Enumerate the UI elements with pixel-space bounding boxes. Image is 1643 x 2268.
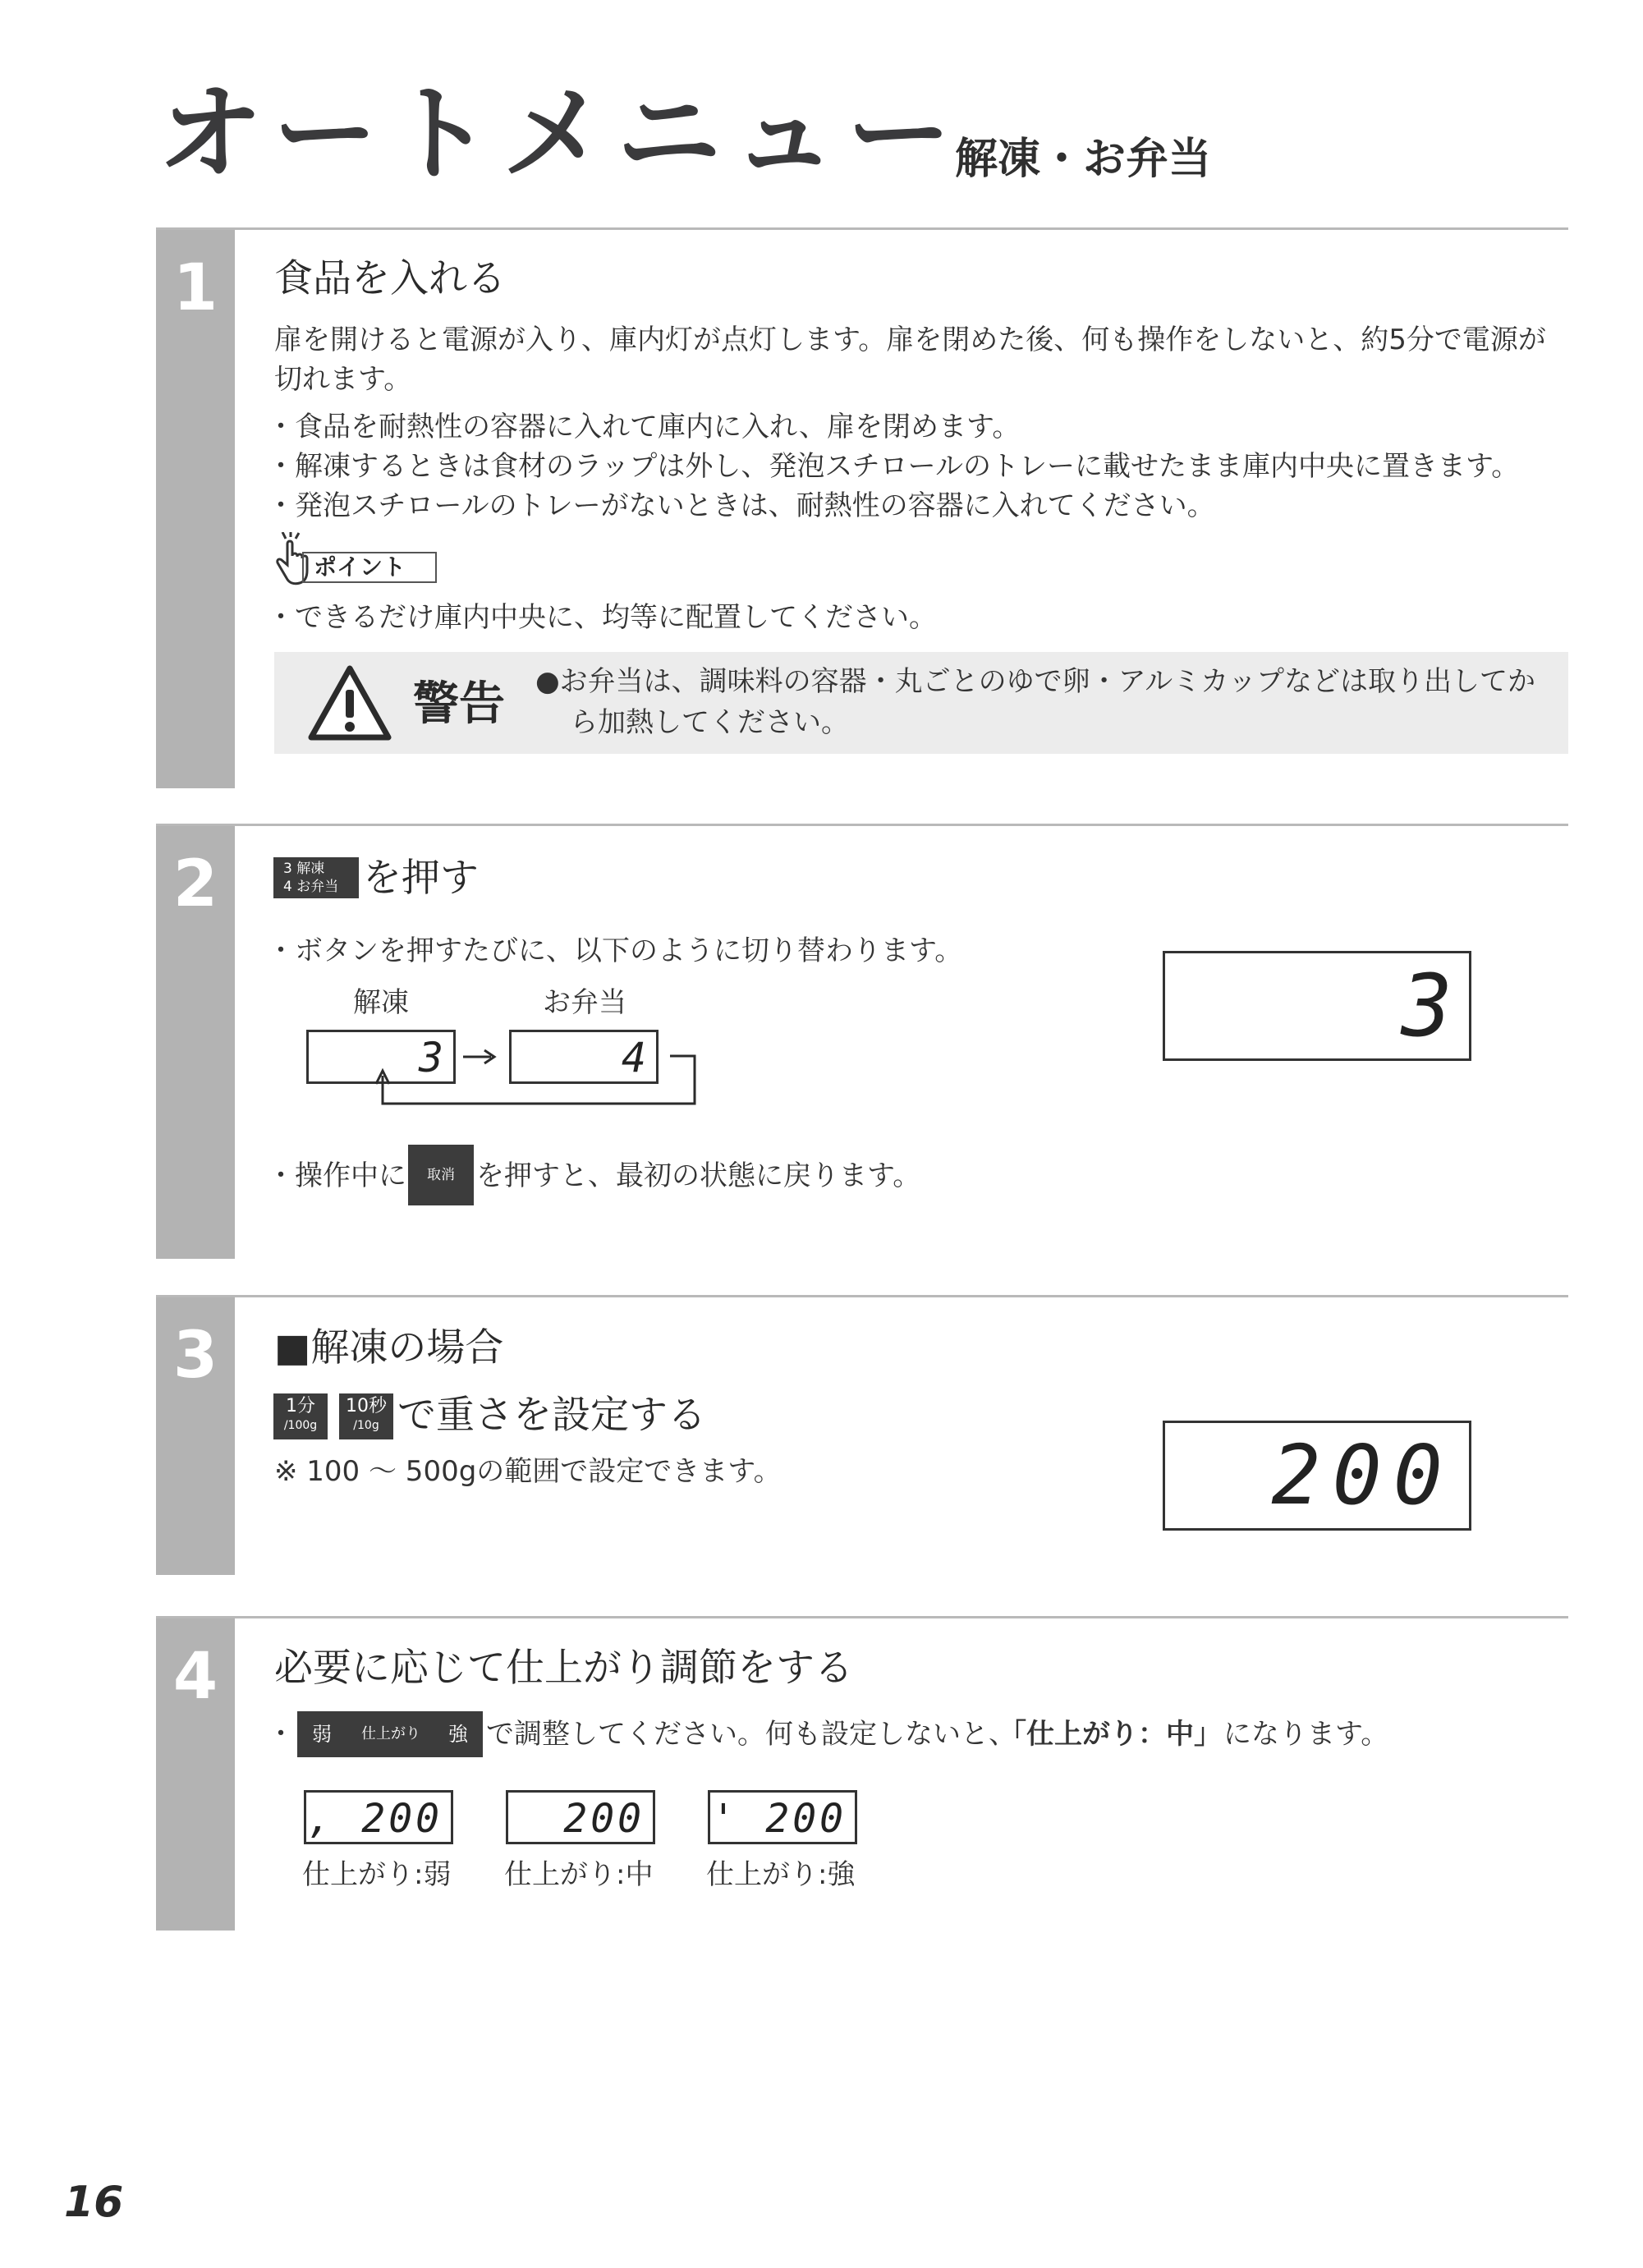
finish-display-medium [506, 1790, 655, 1844]
cycle-value: 3 [418, 1034, 443, 1081]
step-3-heading: ■解凍の場合 [274, 1325, 504, 1370]
finish-display-strong [708, 1790, 857, 1844]
step-2-heading: を押す [363, 856, 479, 901]
display-value: 200 [563, 1796, 645, 1842]
step-1-heading: 食品を入れる [274, 256, 506, 301]
key-bottom-label: /100g [283, 1419, 318, 1432]
cycle-label-bento: お弁当 [543, 986, 626, 1019]
step-1-number: 1 [172, 251, 218, 325]
finish-caption-strong: 仕上がり:強 [706, 1858, 856, 1891]
step-1-divider [156, 227, 1568, 230]
cycle-value: 4 [621, 1034, 646, 1081]
finish-adjust-key [297, 1711, 483, 1757]
step-4-heading: 必要に応じて仕上がり調節をする [274, 1646, 853, 1691]
step-4-number: 4 [172, 1640, 218, 1714]
key-top-label: 1分 [286, 1396, 315, 1416]
step-2-display [1163, 951, 1471, 1061]
display-value: 200 [1271, 1427, 1454, 1523]
warning-text-line1: ●お弁当は、調味料の容器・丸ごとのゆで卵・アルミカップなどは取り出してか [535, 665, 1535, 698]
page-title: オートメニュー [158, 73, 961, 195]
step-1-bullet: ・ 食品を耐熱性の容器に入れて庫内に入れ、扉を閉めます。 [267, 407, 1020, 448]
warning-label: 警告 [413, 677, 505, 731]
cycle-label-defrost: 解凍 [353, 986, 409, 1019]
step-4-bullet-dot: ・ [267, 1718, 295, 1751]
ten-second-key [339, 1393, 393, 1439]
step-2-bullet: ・ ボタンを押すたびに、以下のように切り替わります。 [267, 931, 962, 971]
step-2-bullet-pre: ・ 操作中に [267, 1156, 406, 1196]
step-2-number: 2 [172, 847, 218, 921]
cancel-key: 取消 [408, 1145, 474, 1205]
step-2-divider [156, 824, 1568, 826]
finish-caption-weak: 仕上がり:弱 [302, 1858, 452, 1891]
step-4-bullet-a: で調整してください。何も設定しないと、 [486, 1718, 1017, 1751]
key-bottom-label: /10g [353, 1419, 379, 1432]
key-label-line1: 3 解凍 [283, 861, 325, 877]
one-minute-key [273, 1393, 328, 1439]
key-strong-label: 強 [448, 1723, 468, 1746]
step-2-bullet-post: を押すと、最初の状態に戻ります。 [476, 1159, 921, 1192]
step-1-bullet: ・ 発泡スチロールのトレーがないときは、耐熱性の容器に入れてください。 [267, 486, 1215, 526]
display-value: ' 200 [711, 1796, 847, 1842]
step-3-note: ※ 100 ～ 500gの範囲で設定できます。 [274, 1455, 782, 1488]
step-3-divider [156, 1295, 1568, 1297]
page-number: 16 [64, 2178, 124, 2227]
step-1-intro-line2: 切れます。 [274, 363, 412, 396]
finish-caption-medium: 仕上がり:中 [504, 1858, 654, 1891]
step-4-divider [156, 1616, 1568, 1618]
step-3-subheading: で重さを設定する [397, 1393, 706, 1438]
step-1-point-bullet: ・ できるだけ庫内中央に、均等に配置してください。 [267, 598, 937, 638]
step-1-bullet: ・ 解凍するときは食材のラップは外し、発泡スチロールのトレーに載せたまま庫内中央に置きます。 [267, 447, 1519, 487]
step-4-bullet-b: 「仕上がり：中」 [998, 1718, 1222, 1751]
key-label-line2: 4 お弁当 [283, 879, 339, 895]
display-value: 3 [1401, 956, 1453, 1056]
step-1-intro-line1: 扉を開けると電源が入り、庫内灯が点灯します。扉を閉めた後、何も操作をしないと、約5分で電源が [274, 324, 1546, 356]
warning-text-line2: ら加熱してください。 [570, 706, 849, 739]
finish-display-weak [304, 1790, 453, 1844]
point-label: ポイント [302, 552, 437, 583]
page-subtitle: 解凍・お弁当 [955, 135, 1212, 184]
step-3-number: 3 [172, 1319, 218, 1393]
key-top-label: 10秒 [346, 1396, 387, 1416]
warning-triangle-icon [307, 663, 392, 742]
defrost-bento-key [273, 857, 359, 898]
return-arrow-icon [369, 1048, 703, 1113]
step-3-display [1163, 1421, 1471, 1531]
key-weak-label: 弱 [312, 1723, 332, 1746]
display-value: , 200 [307, 1796, 443, 1842]
key-finish-label: 仕上がり [361, 1725, 420, 1742]
step-4-bullet-c: になります。 [1223, 1718, 1389, 1751]
